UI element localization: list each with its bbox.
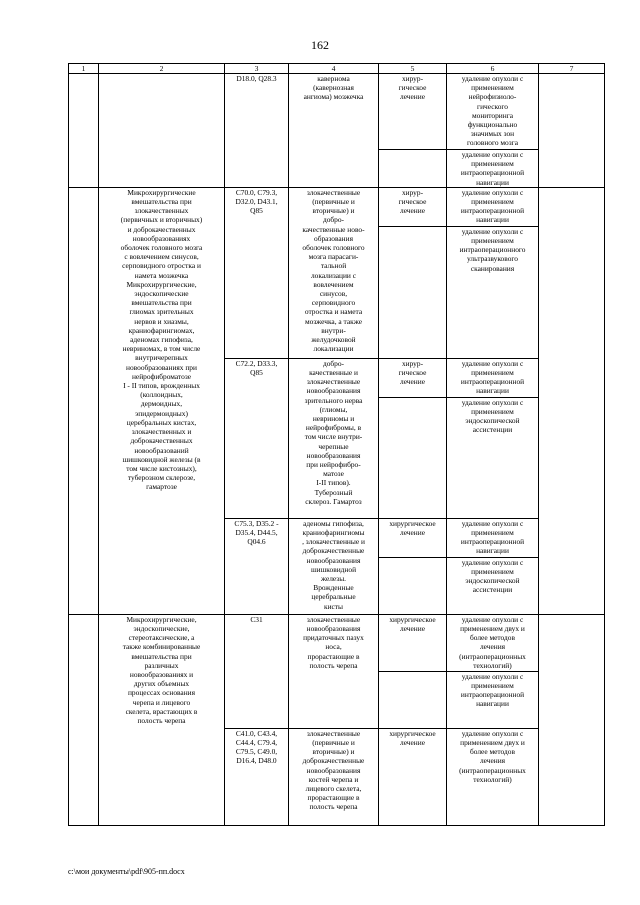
treatment-type-cell: хирур- гическое лечение bbox=[379, 358, 447, 397]
treatment-type-cell: хирур- гическое лечение bbox=[379, 74, 447, 150]
treatment-type-cell: хирургическое лечение bbox=[379, 518, 447, 557]
method-cell: удаление опухоли с применением двух и более методов лечения (интраоперационных технологий) bbox=[447, 728, 539, 825]
condition-cell: злокачественные (первичные и вторичные) и добро- качественные ново- образования оболочек головного мозга парасаги- тальной локализации с вовлечением синусов, серповидного отростка и намета мозжечка, а также внутри- желудочковой локализации bbox=[289, 187, 379, 358]
column-header: 4 bbox=[289, 64, 379, 74]
method-cell: удаление опухоли с применением интраоперационной навигации bbox=[447, 358, 539, 397]
row-number-cell bbox=[69, 74, 99, 188]
condition-cell: аденомы гипофиза, краниофарингиомы , злокачественные и доброкачественные новообразования шишковидной железы. Врожденные церебральные кисты bbox=[289, 518, 379, 614]
column-header: 6 bbox=[447, 64, 539, 74]
method-cell: удаление опухоли с применением нейрофизиоло- гического мониторинга функционально значимых зон головного мозга bbox=[447, 74, 539, 150]
treatment-type-cell: хирургическое лечение bbox=[379, 728, 447, 825]
description-cell bbox=[99, 74, 225, 188]
treatment-type-cell: хирур- гическое лечение bbox=[379, 187, 447, 226]
standard-cell bbox=[539, 614, 605, 825]
column-header: 2 bbox=[99, 64, 225, 74]
row-number-cell bbox=[69, 187, 99, 614]
codes-cell: C70.0, C79.3, D32.0, D43.1, Q85 bbox=[225, 187, 289, 358]
table-row bbox=[69, 74, 605, 150]
condition-cell: добро- качественные и злокачественные новообразования зрительного нерва (глиомы, невриномы и нейрофибромы, в том числе внутри- черепные новообразования при нейрофибро- матозе I-II типов). Туберозный склероз. Гамартоз bbox=[289, 358, 379, 518]
codes-cell: C75.3, D35.2 - D35.4, D44.5, Q04.6 bbox=[225, 518, 289, 614]
method-cell: удаление опухоли с применением интраоперационной навигации bbox=[447, 518, 539, 557]
treatment-type-cell bbox=[379, 226, 447, 358]
method-cell: удаление опухоли с применением двух и более методов лечения (интраоперационных технологий) bbox=[447, 614, 539, 671]
treatment-type-cell: хирургическое лечение bbox=[379, 614, 447, 671]
table-row bbox=[69, 614, 605, 671]
method-cell: удаление опухоли с применением интраоперационной навигации bbox=[447, 671, 539, 728]
footer-file-path: c:\мои документы\pdf\905-пп.docx bbox=[68, 867, 185, 876]
standard-cell bbox=[539, 74, 605, 188]
description-cell: Микрохирургические вмешательства при злокачественных (первичных и вторичных) и доброкачественных новообразованиях оболочек головного мозга с вовлечением синусов, серповидного отростка и намета мозжечка Микрохирургические, эндоскопические вмешательства при глиомах зрительных нервов и хиазмы, краниофарингиомах, аденомах гипофиза, невриномах, в том числе внутричерепных новообразованиях при нейрофиброматозе I - II типов, врожденных (коллоидных, дермоидных, эпидермоидных) церебральных кистах, злокачественных и доброкачественных новообразований шишковидной железы (в том числе кистозных), туберозном склерозе, гамартозе bbox=[99, 187, 225, 614]
description-cell: Микрохирургические, эндоскопические, стереотаксические, а также комбинированные вмешательства при различных новообразованиях и других объемных процессах основания черепа и лицевого скелета, врастающих в полость черепа bbox=[99, 614, 225, 825]
condition-cell: злокачественные (первичные и вторичные) и доброкачественные новообразования костей черепа и лицевого скелета, прорастающие в полость черепа bbox=[289, 728, 379, 825]
procedures-table bbox=[68, 63, 605, 826]
column-header: 7 bbox=[539, 64, 605, 74]
codes-cell: C72.2, D33.3, Q85 bbox=[225, 358, 289, 518]
standard-cell bbox=[539, 187, 605, 614]
column-number-row bbox=[69, 64, 605, 74]
method-cell: удаление опухоли с применением интраоперационного ультразвукового сканирования bbox=[447, 226, 539, 358]
condition-cell: кавернома (кавернозная ангиома) мозжечка bbox=[289, 74, 379, 188]
method-cell: удаление опухоли с применением интраоперационной навигации bbox=[447, 150, 539, 188]
codes-cell: C31 bbox=[225, 614, 289, 728]
method-cell: удаление опухоли с применением эндоскопической ассистенции bbox=[447, 557, 539, 614]
treatment-type-cell bbox=[379, 397, 447, 518]
codes-cell: D18.0, Q28.3 bbox=[225, 74, 289, 188]
method-cell: удаление опухоли с применением интраоперационной навигации bbox=[447, 187, 539, 226]
method-cell: удаление опухоли с применением эндоскопической ассистенции bbox=[447, 397, 539, 518]
table-row bbox=[69, 187, 605, 226]
column-header: 3 bbox=[225, 64, 289, 74]
column-header: 5 bbox=[379, 64, 447, 74]
row-number-cell bbox=[69, 614, 99, 825]
condition-cell: злокачественные новообразования придаточных пазух носа, прорастающие в полость черепа bbox=[289, 614, 379, 728]
treatment-type-cell bbox=[379, 671, 447, 728]
page-number: 162 bbox=[311, 38, 329, 52]
column-header: 1 bbox=[69, 64, 99, 74]
treatment-type-cell bbox=[379, 557, 447, 614]
codes-cell: C41.0, C43.4, C44.4, C79.4, C79.5, C49.0, D16.4, D48.0 bbox=[225, 728, 289, 825]
treatment-type-cell bbox=[379, 150, 447, 188]
